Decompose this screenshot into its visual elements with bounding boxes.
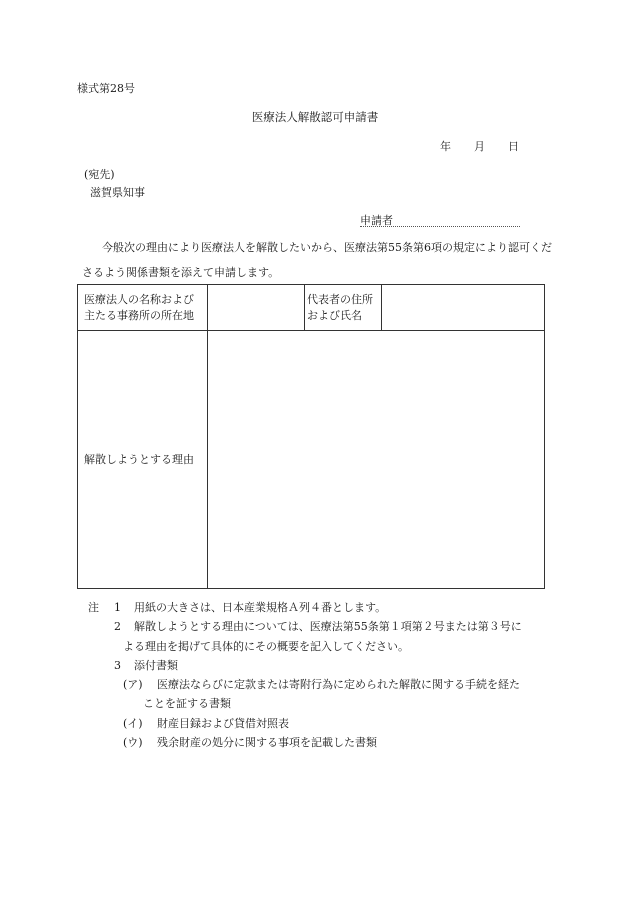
attachment-text: 残余財産の処分に関する事項を記載した書類 [157, 736, 377, 750]
note-text: 用紙の大きさは、日本産業規格Ａ列４番とします。 [134, 601, 387, 614]
corp-name-label: 医療法人の名称および 主たる事務所の所在地 [84, 293, 194, 322]
date-month: 月 [474, 140, 485, 153]
date-day: 日 [508, 140, 519, 153]
reason-label: 解散しようとする理由 [84, 453, 194, 466]
corp-name-field[interactable] [209, 286, 303, 329]
application-statement: 今般次の理由により医療法人を解散したいから、医療法第55条第6項の規定により認可くださるよう関係書類を添えて申請します。 [82, 241, 552, 279]
applicant-label: 申請者 [360, 214, 393, 227]
note-number: 2 [114, 620, 121, 634]
form-number: 様式第28号 [77, 82, 135, 95]
addressee: 滋賀県知事 [90, 186, 145, 199]
notes-prefix: 注 [88, 601, 99, 614]
table-column-divider [381, 285, 382, 330]
note-text: 添付書類 [134, 658, 178, 672]
date-year: 年 [440, 140, 451, 153]
note-number: 3 [114, 658, 121, 672]
attachment-text: 医療法ならびに定款または寄附行為に定められた解散に関する手続を経た [157, 678, 520, 692]
attachment-mark: (イ) [123, 716, 143, 730]
note-text: 解散しようとする理由については、医療法第55条第１項第２号または第３号に [134, 620, 522, 634]
reason-field[interactable] [209, 332, 543, 587]
date-line [440, 138, 519, 154]
table-column-divider [304, 285, 305, 330]
note-text: よる理由を掲げて具体的にその概要を記入してください。 [123, 639, 409, 653]
attachment-text: 財産目録および貸借対照表 [157, 716, 289, 730]
attachment-text: ことを証する書類 [143, 697, 231, 711]
application-form-table [77, 284, 545, 589]
applicant-field[interactable] [360, 212, 520, 227]
table-row-divider [78, 330, 544, 331]
attachment-mark: (ア) [123, 678, 143, 692]
note-number: 1 [114, 601, 121, 614]
representative-label: 代表者の住所 および氏名 [307, 293, 373, 322]
addressee-label: (宛先) [84, 168, 115, 181]
table-column-divider [207, 285, 208, 588]
document-title: 医療法人解散認可申請書 [251, 110, 379, 124]
attachment-mark: (ウ) [123, 736, 143, 750]
representative-field[interactable] [383, 286, 543, 329]
